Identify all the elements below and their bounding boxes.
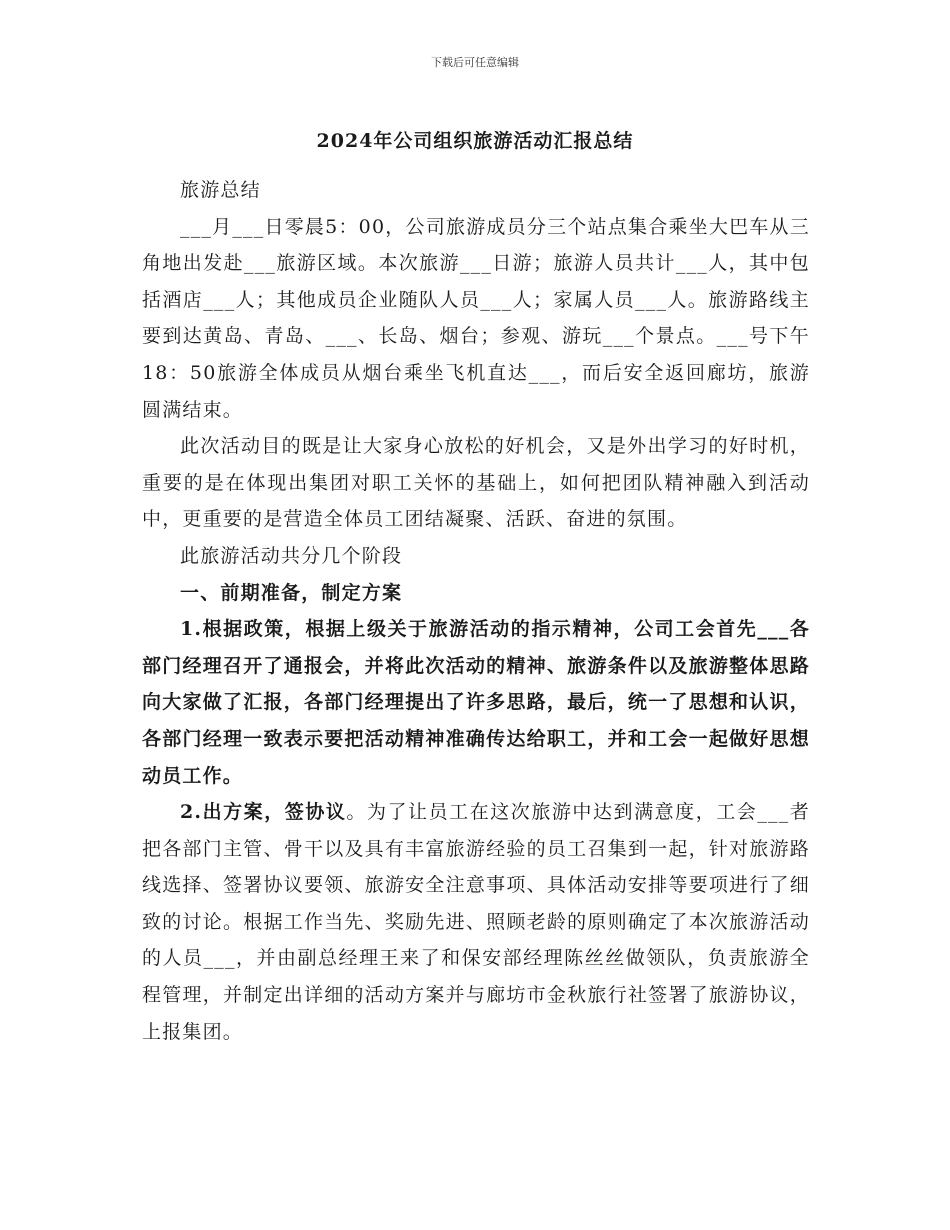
header-note: 下载后可任意编辑 [431, 56, 519, 69]
paragraph-lead-text: 2.出方案，签协议 [180, 801, 347, 824]
paragraph-policy: 1.根据政策，根据上级关于旅游活动的指示精神，公司工会首先___各部门经理召开了通报会，并将此次活动的精神、旅游条件以及旅游整体思路向大家做了汇报，各部门经理提出了许多思路，最后，统一了思想和认识，各部门经理一致表示要把活动精神准确传达给职工，并和工会一起做好思想动员工作。 [142, 618, 810, 787]
paragraph-plan-agreement [142, 794, 810, 1050]
document-title: 2024年公司组织旅游活动汇报总结 [316, 130, 634, 152]
paragraph-purpose: 此次活动目的既是让大家身心放松的好机会，又是外出学习的好时机，重要的是在体现出集团对职工关怀的基础上，如何把团队精神融入到活动中，更重要的是营造全体员工团结凝聚、活跃、奋进的氛围。 [142, 435, 810, 531]
paragraph-body-text: 。为了让员工在这次旅游中达到满意度，工会___者把各部门主管、骨干以及具有丰富旅游经验的员工召集到一起，针对旅游路线选择、签署协议要领、旅游安全注意事项、具体活动安排等要项进行了细致的讨论。根据工作当先、奖励先进、照顾老龄的原则确定了本次旅游活动的人员___，并由副总经理王来了和保安部经理陈丝丝做领队，负责旅游全程管理，并制定出详细的活动方案并与廊坊市金秋旅行社签署了旅游协议，上报集团。 [142, 801, 810, 1043]
section-heading-preparation: 一、前期准备，制定方案 [180, 581, 403, 604]
section-heading-summary: 旅游总结 [180, 179, 261, 201]
paragraph-itinerary: ___月___日零晨5：00，公司旅游成员分三个站点集合乘坐大巴车从三角地出发赴___旅游区域。本次旅游___日游；旅游人员共计___人，其中包括酒店___人；其他成员企业随队人员___人；家属人员___人。旅游路线主要到达黄岛、青岛、___、长岛、烟台；参观、游玩___个景点。___号下午18：50旅游全体成员从烟台乘坐飞机直达___，而后安全返回廊坊，旅游圆满结束。 [142, 215, 810, 421]
paragraph-stages-intro: 此旅游活动共分几个阶段 [180, 544, 403, 567]
document-body [142, 172, 810, 1050]
